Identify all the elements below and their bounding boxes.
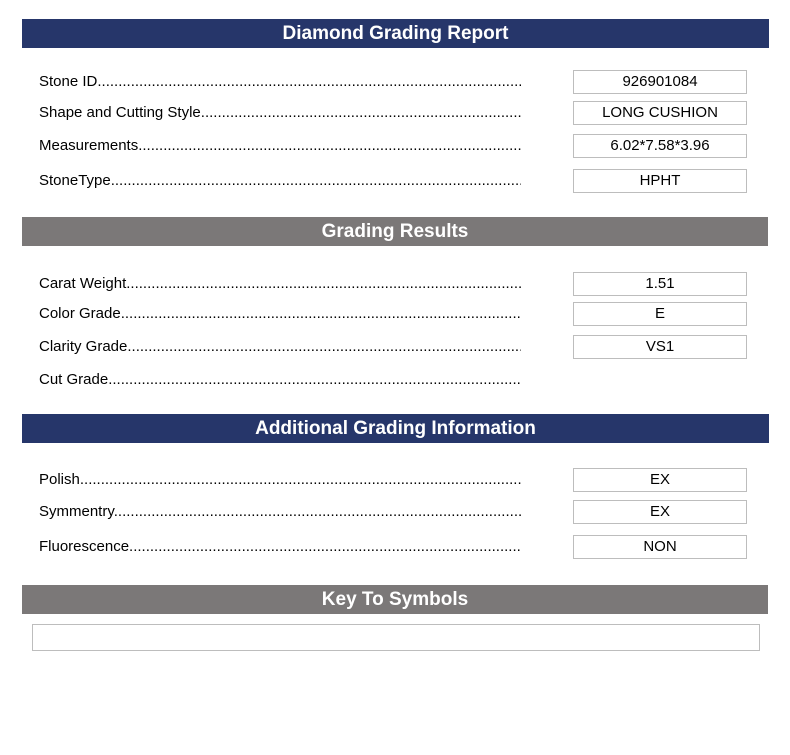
color-grade-label: Color Grade ..... [39,302,521,326]
polish-label: Polish ..... [39,468,521,492]
measurements-label: Measurements ..... [39,134,521,158]
grading-results-title: Grading Results [321,221,469,242]
cut-grade-label: Cut Grade ..... [39,368,521,392]
cut-grade-row [39,368,749,392]
polish-row [39,468,749,492]
measurements-value: 6.02*7.58*3.96 [573,134,747,158]
fluorescence-value: NON [573,535,747,559]
symmetry-label: Symmentry ..... [39,500,521,524]
stone-type-row [39,169,749,193]
additional-info-title: Additional Grading Information [255,418,536,439]
shape-cutting-style-row [39,101,749,125]
symmetry-value: EX [573,500,747,524]
additional-info-banner [22,414,769,443]
grading-results-banner [22,217,768,246]
symmetry-row [39,500,749,524]
stone-type-value: HPHT [573,169,747,193]
shape-cutting-style-label: Shape and Cutting Style ..... [39,101,521,125]
stone-id-label: Stone ID ..... [39,70,521,94]
stone-type-label: StoneType ..... [39,169,521,193]
report-title: Diamond Grading Report [282,23,509,44]
clarity-grade-value: VS1 [573,335,747,359]
carat-weight-label: Carat Weight ..... [39,272,521,296]
stone-id-row [39,70,749,94]
color-grade-value: E [573,302,747,326]
clarity-grade-label: Clarity Grade ..... [39,335,521,359]
carat-weight-row [39,272,749,296]
polish-value: EX [573,468,747,492]
key-to-symbols-box [32,624,760,651]
report-title-banner [22,19,769,48]
carat-weight-value: 1.51 [573,272,747,296]
stone-id-value: 926901084 [573,70,747,94]
clarity-grade-row [39,335,749,359]
key-to-symbols-banner [22,585,768,614]
fluorescence-row [39,535,749,559]
color-grade-row [39,302,749,326]
measurements-row [39,134,749,158]
key-to-symbols-title: Key To Symbols [321,589,469,610]
fluorescence-label: Fluorescence ..... [39,535,521,559]
shape-cutting-style-value: LONG CUSHION [573,101,747,125]
